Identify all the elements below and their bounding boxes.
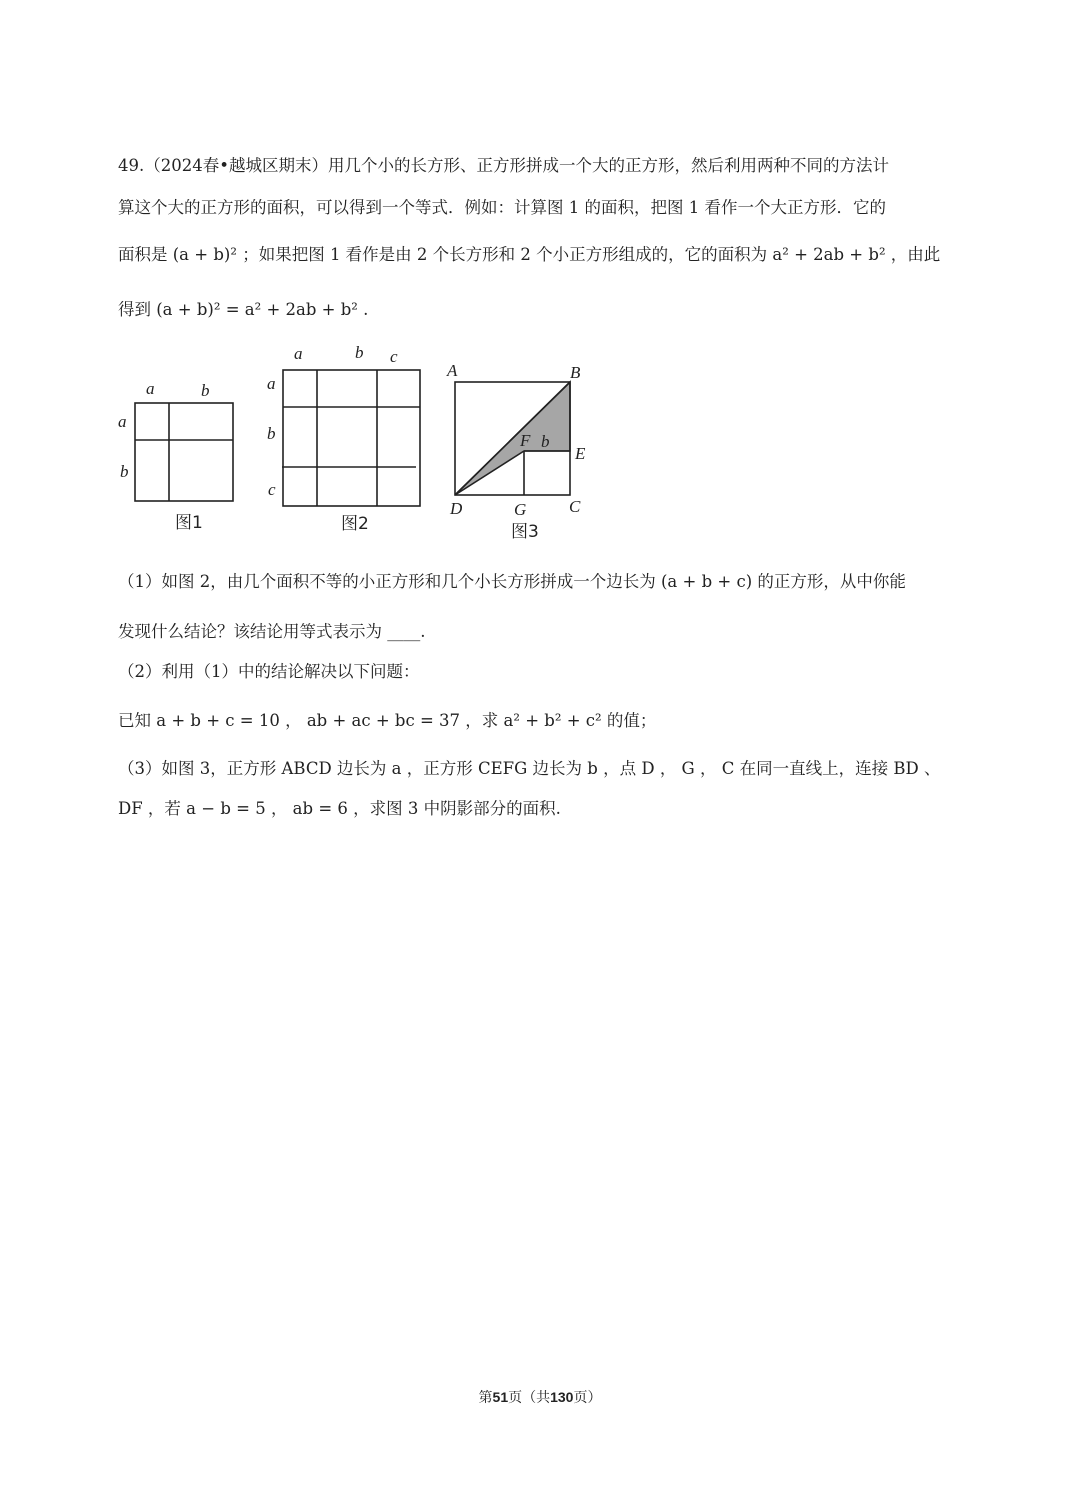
- page-number: 51: [492, 1389, 509, 1405]
- part-line: 发现什么结论？该结论用等式表示为 ____.: [118, 622, 426, 641]
- part-line: （1）如图 2，由几个面积不等的小正方形和几个小长方形拼成一个边长为 (a + b + c) 的正方形，从中你能: [118, 572, 906, 591]
- point-label: D: [450, 499, 463, 518]
- label: a: [146, 379, 155, 398]
- label: a: [118, 412, 127, 431]
- label: a: [294, 344, 303, 363]
- label: b: [267, 424, 276, 443]
- footer-text: 页）: [573, 1390, 602, 1406]
- label: b: [120, 462, 129, 481]
- figure-3: [455, 382, 570, 495]
- point-label: E: [575, 444, 586, 463]
- footer-text: 页（共: [508, 1390, 551, 1406]
- point-label: A: [447, 361, 458, 380]
- total-pages: 130: [550, 1389, 574, 1405]
- label: c: [268, 480, 276, 499]
- page-footer: [0, 1387, 1080, 1407]
- point-label: B: [570, 363, 581, 382]
- point-label: G: [514, 500, 527, 519]
- part-line: 已知 a + b + c = 10 ， ab + ac + bc = 37 ，求 a² + b² + c² 的值；: [118, 711, 657, 730]
- footer-text: 第: [478, 1390, 493, 1406]
- part-line: （2）利用（1）中的结论解决以下问题：: [118, 662, 420, 681]
- point-label: C: [569, 497, 581, 516]
- caption-fig3: 图3: [511, 522, 539, 542]
- label: b: [355, 343, 364, 362]
- problem-line: 算这个大的正方形的面积，可以得到一个等式．例如：计算图 1 的面积，把图 1 看作一个大正方形．它的: [118, 198, 886, 217]
- label: b: [201, 381, 210, 400]
- label: c: [390, 347, 398, 366]
- figure-1: [135, 403, 233, 501]
- figure-2: [282, 370, 420, 506]
- caption-fig2: 图2: [341, 514, 369, 534]
- point-label: F: [520, 431, 531, 450]
- caption-fig1: 图1: [175, 513, 203, 533]
- problem-line: 49.（2024春•越城区期末）用几个小的长方形、正方形拼成一个大的正方形，然后利用两种不同的方法计: [118, 156, 889, 175]
- label: a: [267, 374, 276, 393]
- length-label: b: [541, 432, 550, 451]
- problem-line: 面积是 (a + b)² ；如果把图 1 看作是由 2 个长方形和 2 个小正方形组成的，它的面积为 a² + 2ab + b² ，由此: [118, 245, 941, 264]
- figures: [0, 0, 1080, 560]
- part-line: DF ，若 a − b = 5 ， ab = 6 ，求图 3 中阴影部分的面积.: [118, 799, 561, 818]
- part-line: （3）如图 3，正方形 ABCD 边长为 a ，正方形 CEFG 边长为 b ，点 D ， G ， C 在同一直线上，连接 BD 、: [118, 759, 941, 778]
- problem-line: 得到 (a + b)² = a² + 2ab + b² .: [118, 300, 369, 319]
